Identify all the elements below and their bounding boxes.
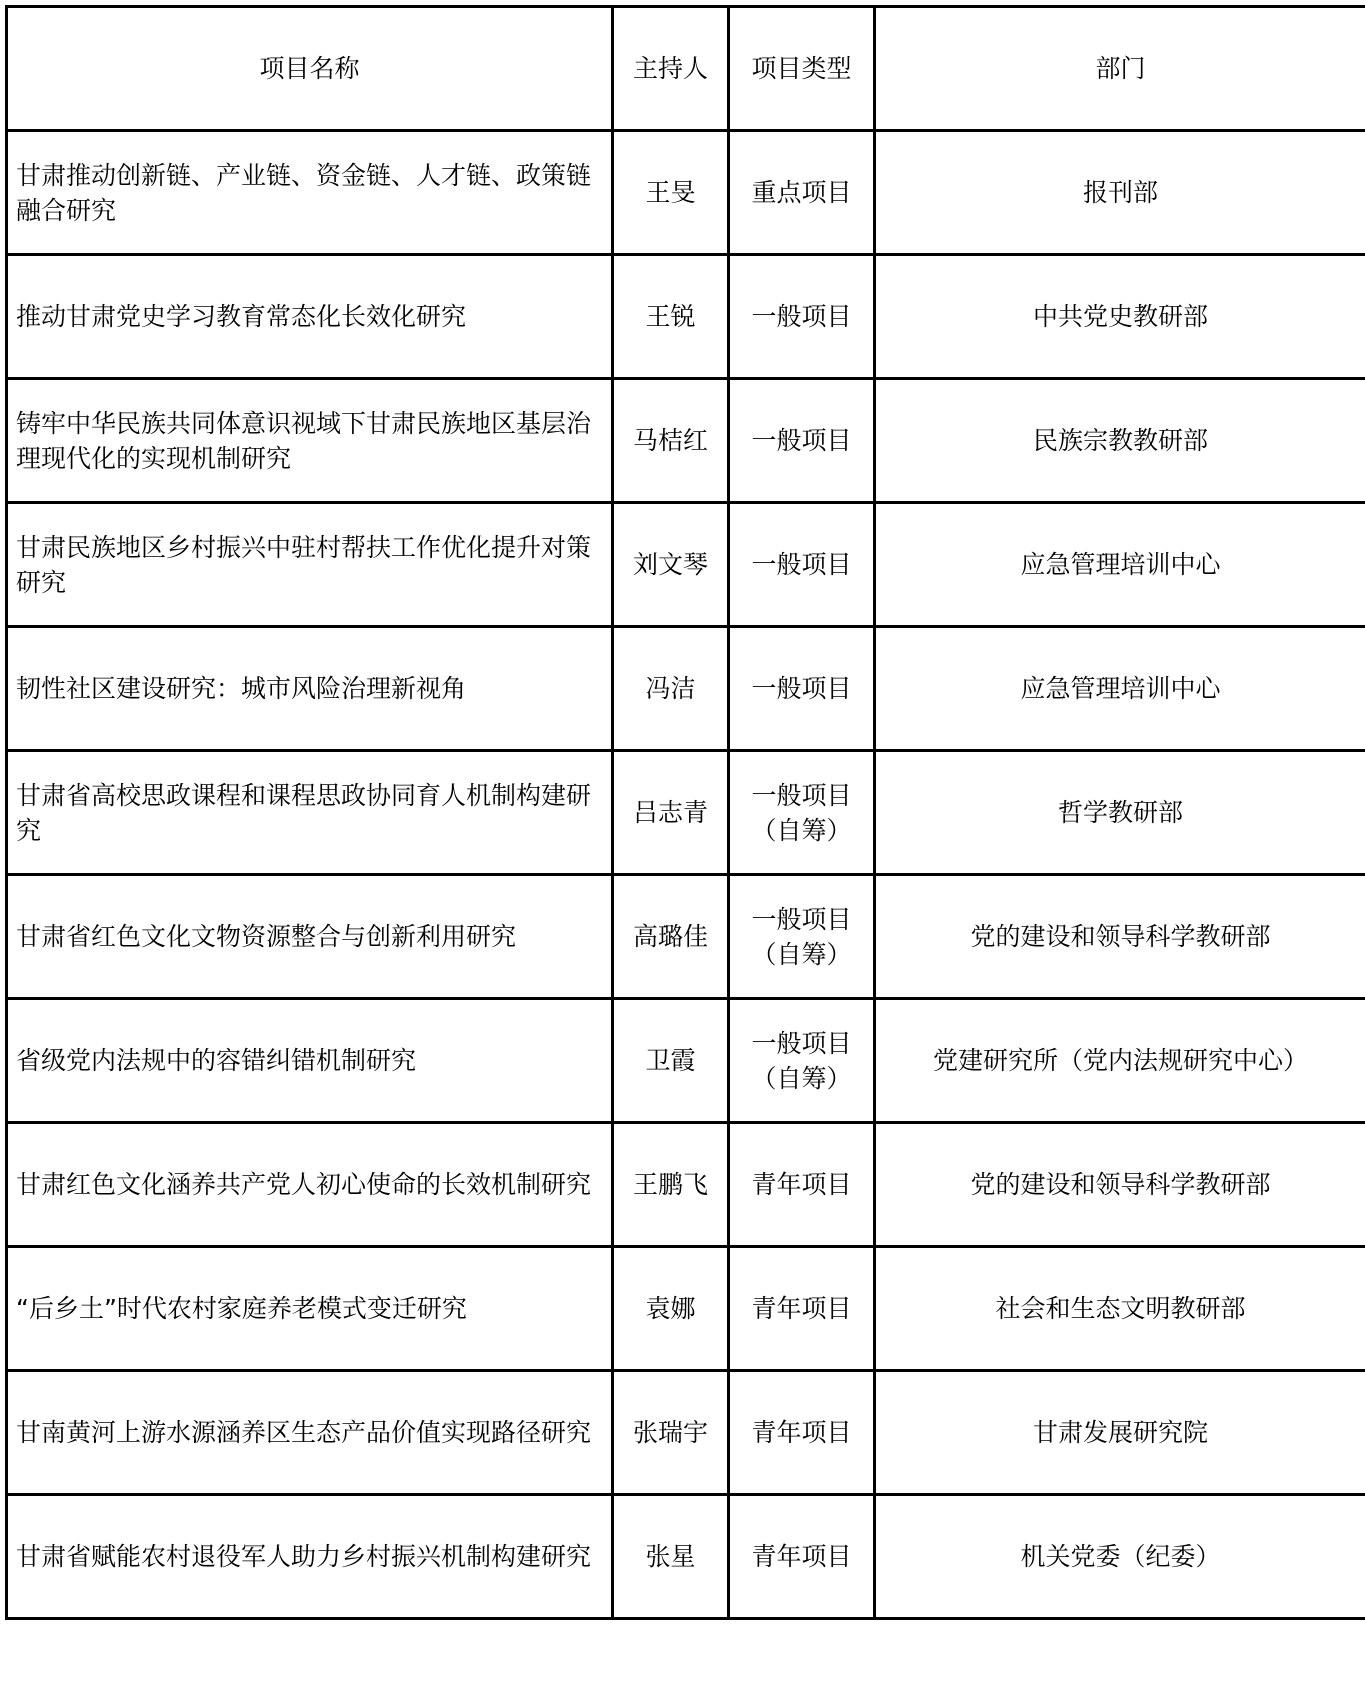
project-name-cell: 韧性社区建设研究：城市风险治理新视角 <box>7 627 613 751</box>
project-name-cell: 甘肃省高校思政课程和课程思政协同育人机制构建研究 <box>7 751 613 875</box>
table-row <box>7 751 1365 875</box>
project-type-cell <box>729 131 875 255</box>
project-type-note: （自筹） <box>751 815 852 845</box>
department-cell: 机关党委（纪委） <box>875 1495 1365 1619</box>
department-cell: 应急管理培训中心 <box>875 503 1365 627</box>
table-row <box>7 255 1365 379</box>
table-row <box>7 1495 1365 1619</box>
department-cell: 甘肃发展研究院 <box>875 1371 1365 1495</box>
project-name-cell: 甘肃省红色文化文物资源整合与创新利用研究 <box>7 875 613 999</box>
department-cell: 党建研究所（党内法规研究中心） <box>875 999 1365 1123</box>
table-row <box>7 131 1365 255</box>
table-row <box>7 379 1365 503</box>
project-type-label: 青年项目 <box>751 1542 852 1571</box>
header-department: 部门 <box>875 7 1365 131</box>
project-name-cell: 甘肃红色文化涵养共产党人初心使命的长效机制研究 <box>7 1123 613 1247</box>
project-name-cell: 甘肃推动创新链、产业链、资金链、人才链、政策链融合研究 <box>7 131 613 255</box>
table-row <box>7 1123 1365 1247</box>
project-type-label: 青年项目 <box>751 1170 852 1199</box>
table-row <box>7 627 1365 751</box>
table-row <box>7 875 1365 999</box>
department-cell: 应急管理培训中心 <box>875 627 1365 751</box>
department-cell: 党的建设和领导科学教研部 <box>875 875 1365 999</box>
project-type-cell <box>729 379 875 503</box>
project-type-cell <box>729 1495 875 1619</box>
project-type-label: 青年项目 <box>751 1294 852 1323</box>
project-type-label: 一般项目 <box>751 904 852 934</box>
department-cell: 哲学教研部 <box>875 751 1365 875</box>
project-type-cell <box>729 875 875 999</box>
project-type-note: （自筹） <box>751 1063 852 1093</box>
project-type-label: 一般项目 <box>751 674 852 703</box>
project-name-cell: 甘肃省赋能农村退役军人助力乡村振兴机制构建研究 <box>7 1495 613 1619</box>
project-type-cell <box>729 1123 875 1247</box>
department-cell: 报刊部 <box>875 131 1365 255</box>
project-name-cell: “后乡土”时代农村家庭养老模式变迁研究 <box>7 1247 613 1371</box>
host-cell: 袁娜 <box>613 1247 729 1371</box>
project-name-cell: 甘南黄河上游水源涵养区生态产品价值实现路径研究 <box>7 1371 613 1495</box>
host-cell: 王锐 <box>613 255 729 379</box>
host-cell: 马桔红 <box>613 379 729 503</box>
table-row <box>7 503 1365 627</box>
project-type-label: 一般项目 <box>751 302 852 331</box>
header-project-name: 项目名称 <box>7 7 613 131</box>
department-cell: 党的建设和领导科学教研部 <box>875 1123 1365 1247</box>
table-header-row <box>7 7 1365 131</box>
project-type-label: 一般项目 <box>751 550 852 579</box>
table-row <box>7 1371 1365 1495</box>
project-type-label: 一般项目 <box>751 1028 852 1058</box>
project-name-cell: 推动甘肃党史学习教育常态化长效化研究 <box>7 255 613 379</box>
host-cell: 吕志青 <box>613 751 729 875</box>
host-cell: 卫霞 <box>613 999 729 1123</box>
host-cell: 王鹏飞 <box>613 1123 729 1247</box>
project-type-note: （自筹） <box>751 939 852 969</box>
host-cell: 张瑞宇 <box>613 1371 729 1495</box>
table-row <box>7 999 1365 1123</box>
host-cell: 高璐佳 <box>613 875 729 999</box>
project-table <box>5 5 1365 1620</box>
project-type-cell <box>729 1247 875 1371</box>
project-type-cell <box>729 999 875 1123</box>
table-body <box>7 131 1365 1619</box>
project-name-cell: 铸牢中华民族共同体意识视域下甘肃民族地区基层治理现代化的实现机制研究 <box>7 379 613 503</box>
department-cell: 中共党史教研部 <box>875 255 1365 379</box>
project-type-label: 重点项目 <box>751 178 852 207</box>
host-cell: 王旻 <box>613 131 729 255</box>
department-cell: 社会和生态文明教研部 <box>875 1247 1365 1371</box>
project-name-cell: 省级党内法规中的容错纠错机制研究 <box>7 999 613 1123</box>
host-cell: 张星 <box>613 1495 729 1619</box>
project-type-cell <box>729 1371 875 1495</box>
header-host: 主持人 <box>613 7 729 131</box>
table-row <box>7 1247 1365 1371</box>
project-type-label: 一般项目 <box>751 426 852 455</box>
project-type-label: 一般项目 <box>751 780 852 810</box>
project-type-cell <box>729 503 875 627</box>
project-type-cell <box>729 751 875 875</box>
host-cell: 刘文琴 <box>613 503 729 627</box>
project-name-cell: 甘肃民族地区乡村振兴中驻村帮扶工作优化提升对策研究 <box>7 503 613 627</box>
host-cell: 冯洁 <box>613 627 729 751</box>
project-type-cell <box>729 627 875 751</box>
header-project-type: 项目类型 <box>729 7 875 131</box>
project-type-cell <box>729 255 875 379</box>
department-cell: 民族宗教教研部 <box>875 379 1365 503</box>
project-type-label: 青年项目 <box>751 1418 852 1447</box>
